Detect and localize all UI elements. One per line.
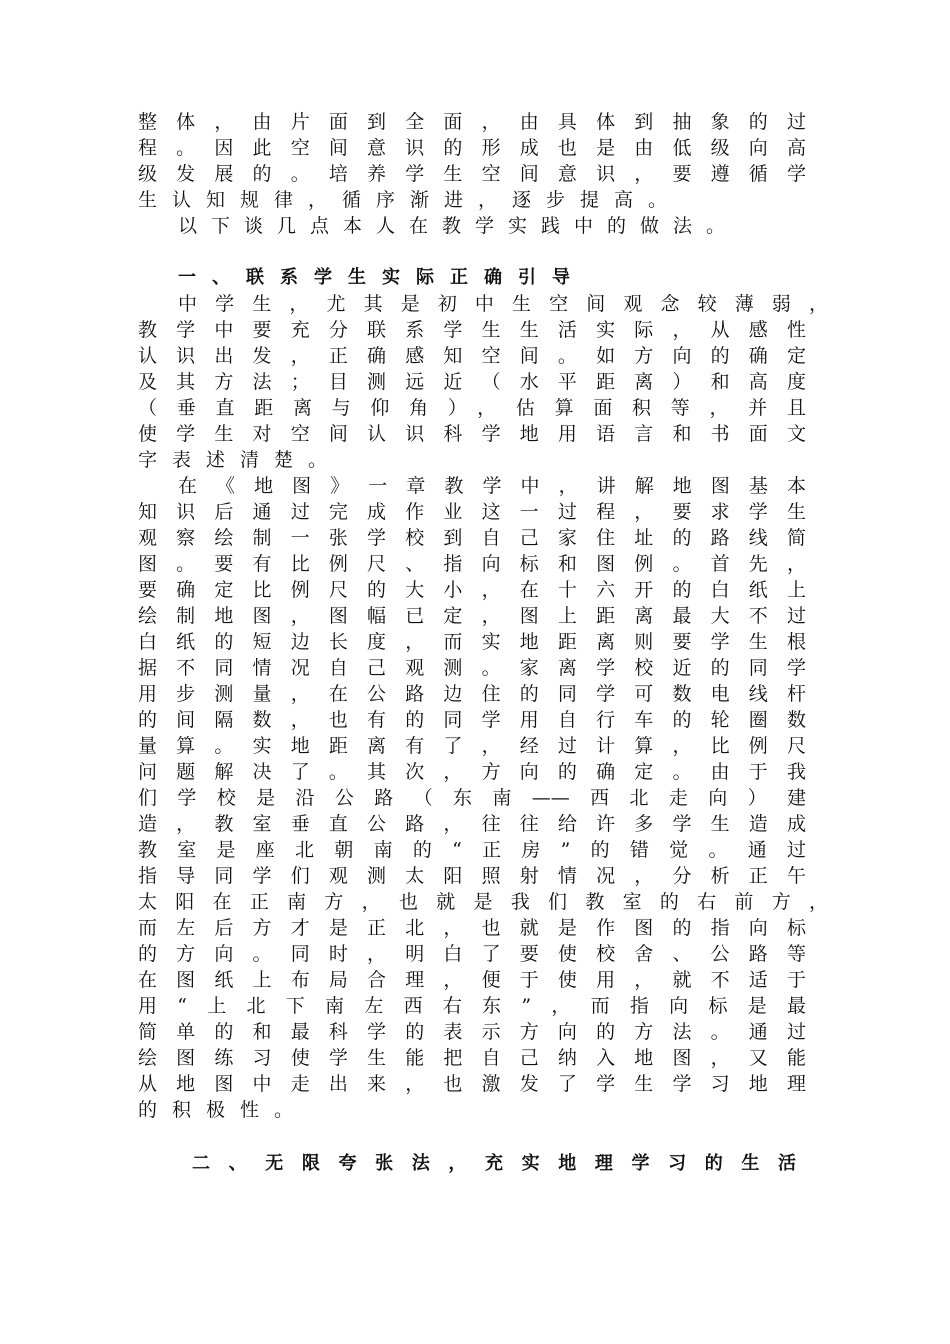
text-line: 要确定比例尺的大小，在十六开的白纸上 xyxy=(138,579,806,601)
text-line: 问题解决了。其次，方向的确定。由于我 xyxy=(138,761,806,783)
text-line: 们学校是沿公路（东南——西北走向）建 xyxy=(138,787,806,809)
text-line: 白纸的短边长度，而实地距离则要学生根 xyxy=(138,631,806,653)
text-line: 简单的和最科学的表示方向的方法。通过 xyxy=(138,1021,806,1043)
text-line: 教室是座北朝南的“正房”的错觉。通过 xyxy=(138,839,806,861)
text-line: 据不同情况自己观测。家离学校近的同学 xyxy=(138,657,806,679)
text-line: 的积极性。 xyxy=(138,1099,309,1121)
text-line: 造，教室垂直公路，往往给许多学生造成 xyxy=(138,813,806,835)
text-line: 用“上北下南左西右东”，而指向标是最 xyxy=(138,995,806,1017)
text-line: 知识后通过完成作业这一过程，要求学生 xyxy=(138,501,806,523)
text-line: 在图纸上布局合理，便于使用，就不适于 xyxy=(138,969,806,991)
text-line: 级发展的。培养学生空间意识，要遵循学 xyxy=(138,163,806,185)
text-line: 程。因此空间意识的形成也是由低级向高 xyxy=(138,137,806,159)
text-line: 而左后方才是正北，也就是作图的指向标 xyxy=(138,917,806,939)
text-line: 绘制地图，图幅已定，图上距离最大不过 xyxy=(138,605,806,627)
text-line: 图。要有比例尺、指向标和图例。首先， xyxy=(138,553,806,575)
text-line: 字表述清楚。 xyxy=(138,449,343,471)
text-line: 生认知规律，循序渐进，逐步提高。 xyxy=(138,189,683,211)
text-line: 中学生，尤其是初中生空间观念较薄弱， xyxy=(178,293,828,315)
text-line: 使学生对空间认识科学地用语言和书面文 xyxy=(138,423,806,445)
text-line: 的方向。同时，明白了要使校舍、公路等 xyxy=(138,943,806,965)
text-line: 整体，由片面到全面，由具体到抽象的过 xyxy=(138,111,806,133)
text-line: 及其方法；目测远近（水平距离）和高度 xyxy=(138,371,806,393)
text-line: 认识出发，正确感知空间。如方向的确定 xyxy=(138,345,806,367)
text-line: 以下谈几点本人在教学实践中的做法。 xyxy=(178,215,740,237)
text-line: 从地图中走出来，也激发了学生学习地理 xyxy=(138,1073,806,1095)
text-line: 观察绘制一张学校到自己家住址的路线简 xyxy=(138,527,806,549)
text-line: 量算。实地距离有了，经过计算，比例尺 xyxy=(138,735,806,757)
text-line: 太阳在正南方，也就是我们教室的右前方， xyxy=(138,891,828,913)
text-line: 教学中要充分联系学生生活实际，从感性 xyxy=(138,319,806,341)
text-line: 绘图练习使学生能把自己纳入地图，又能 xyxy=(138,1047,806,1069)
text-line: 指导同学们观测太阳照射情况，分析正午 xyxy=(138,865,806,887)
text-line: （垂直距离与仰角），估算面积等，并且 xyxy=(138,397,806,419)
section-heading-2: 二、无限夸张法，充实地理学习的生活 xyxy=(192,1153,796,1174)
section-heading-1: 一、联系学生实际正确引导 xyxy=(178,267,586,288)
text-line: 的间隔数，也有的同学用自行车的轮圈数 xyxy=(138,709,806,731)
text-line: 用步测量，在公路边住的同学可数电线杆 xyxy=(138,683,806,705)
text-line: 在《地图》一章教学中，讲解地图基本 xyxy=(178,475,806,497)
